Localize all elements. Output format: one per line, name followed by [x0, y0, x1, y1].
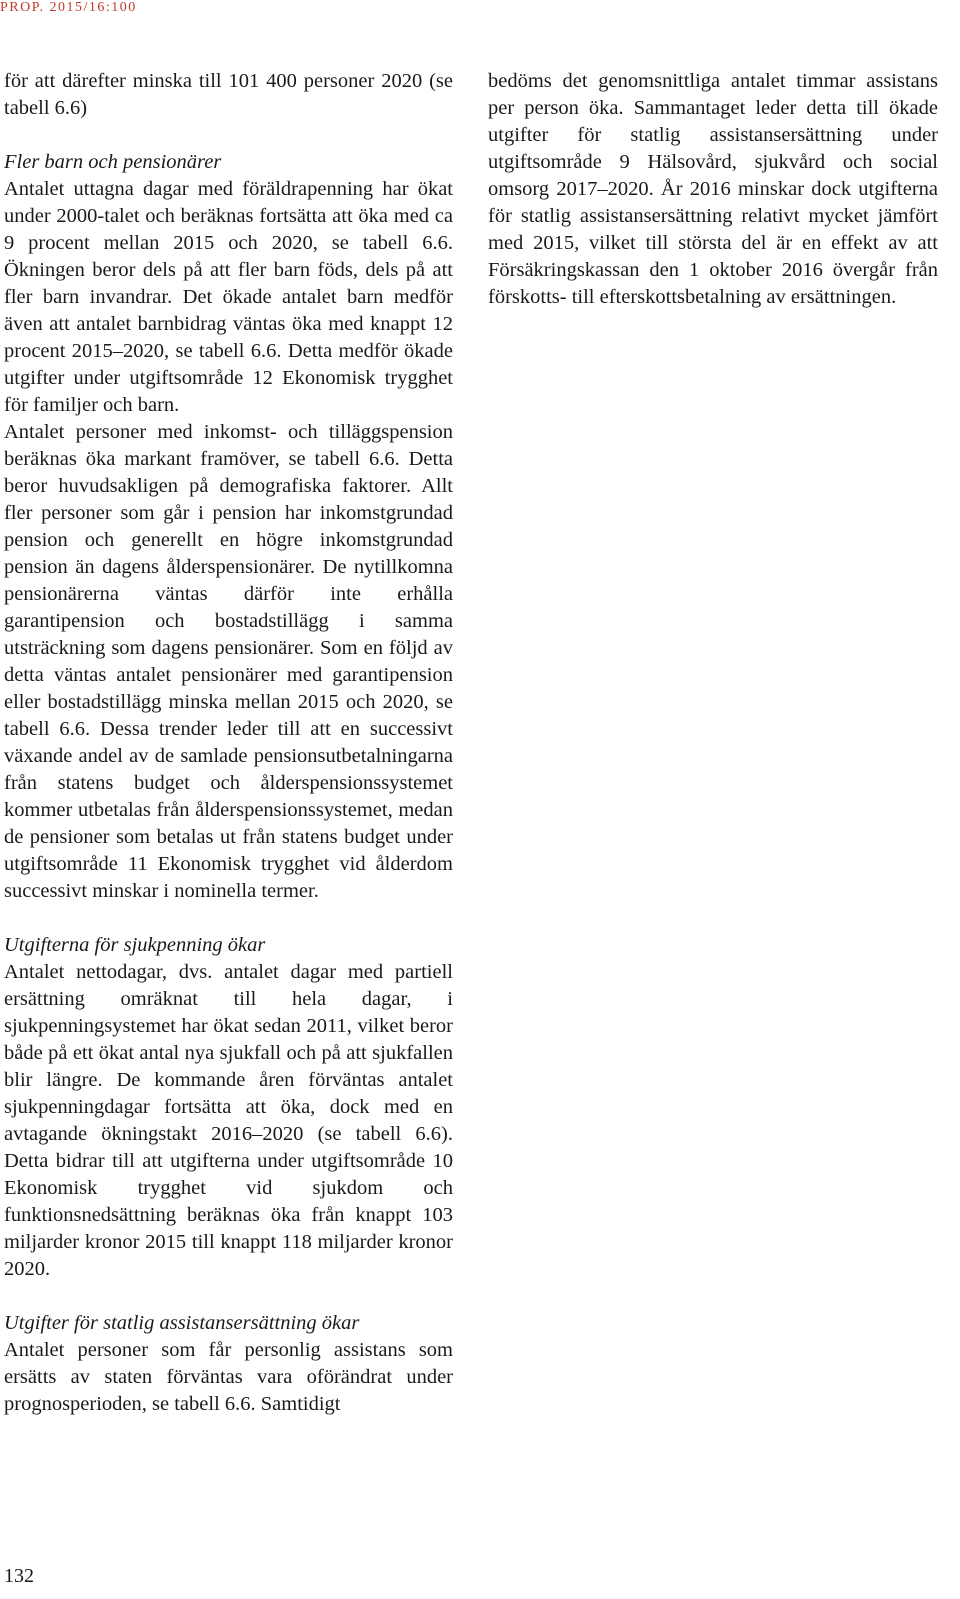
left-column	[4, 68, 453, 1418]
paragraph-sjukpenning: Antalet nettodagar, dvs. antalet dagar med partiell ersättning omräknat till hela dagar, i sjukpenningsystemet har ökat sedan 2011, vilket beror både på ett ökat antal nya sjukfall och på att sjukfallen blir längre. De kommande åren förväntas antalet sjukpenningdagar fortsätta att öka, dock med en avtagande ökningstakt 2016–2020 (se tabell 6.6). Detta bidrar till att utgifterna under utgiftsområde 10 Ekonomisk trygghet vid sjukdom och funktionsnedsättning beräknas öka från knappt 103 miljarder kronor 2015 till knappt 118 miljarder kronor 2020.	[4, 961, 453, 1280]
paragraph-assistans-continued: bedöms det genomsnittliga antalet timmar assistans per person öka. Sammantaget leder detta till ökade utgifter för statlig assistansersättning under utgiftsområde 9 Hälsovård, sjukvård och social omsorg 2017–2020. År 2016 minskar dock utgifterna för statlig assistansersättning relativt mycket jämfört med 2015, vilket till största del är en effekt av att Försäkringskassan den 1 oktober 2016 övergår från förskotts- till efterskottsbetalning av ersättningen.	[488, 70, 938, 308]
paragraph-pension: Antalet personer med inkomst- och tilläggspension beräknas öka markant framöver, se tabell 6.6. Detta beror huvudsakligen på demografiska faktorer. Allt fler personer som går i pension har inkomstgrundad pension och generellt en högre inkomstgrundad pension än dagens ålderspensionärer. De nytillkomna pensionärerna väntas därför inte erhålla garantipension och bostadstillägg i samma utsträckning som dagens pensionärer. Som en följd av detta väntas antalet pensionärer med garantipension eller bostadstillägg minska mellan 2015 och 2020, se tabell 6.6. Dessa trender leder till att en successivt växande andel av de samlade pensionsutbetalningarna från statens budget och ålderspensionssystemet kommer utbetalas från ålderspensionssystemet, medan de pensioner som betalas ut från statens budget under utgiftsområde 11 Ekonomisk trygghet vid ålderdom successivt minskar i nominella termer.	[4, 421, 453, 902]
right-column	[488, 68, 938, 311]
paragraph-foraldrapenning: Antalet uttagna dagar med föräldrapenning har ökat under 2000-talet och beräknas fortsätta att öka med ca 9 procent mellan 2015 och 2020, se tabell 6.6. Ökningen beror dels på att fler barn föds, dels på att fler barn invandrar. Det ökade antalet barn medför även att antalet barnbidrag väntas öka med knappt 12 procent 2015–2020, se tabell 6.6. Detta medför ökade utgifter under utgiftsområde 12 Ekonomisk trygghet för familjer och barn.	[4, 178, 453, 416]
intro-paragraph: för att därefter minska till 101 400 personer 2020 (se tabell 6.6)	[4, 70, 453, 119]
section-heading-sjukpenning: Utgifterna för sjukpenning ökar	[4, 934, 266, 956]
document-header: PROP. 2015/16:100	[0, 0, 137, 15]
section-heading-fler-barn: Fler barn och pensionärer	[4, 151, 222, 173]
paragraph-assistans: Antalet personer som får personlig assistans som ersätts av staten förväntas vara oförändrat under prognosperioden, se tabell 6.6. Samtidigt	[4, 1339, 453, 1415]
page-number: 132	[4, 1565, 34, 1587]
section-heading-assistans: Utgifter för statlig assistansersättning ökar	[4, 1312, 360, 1334]
